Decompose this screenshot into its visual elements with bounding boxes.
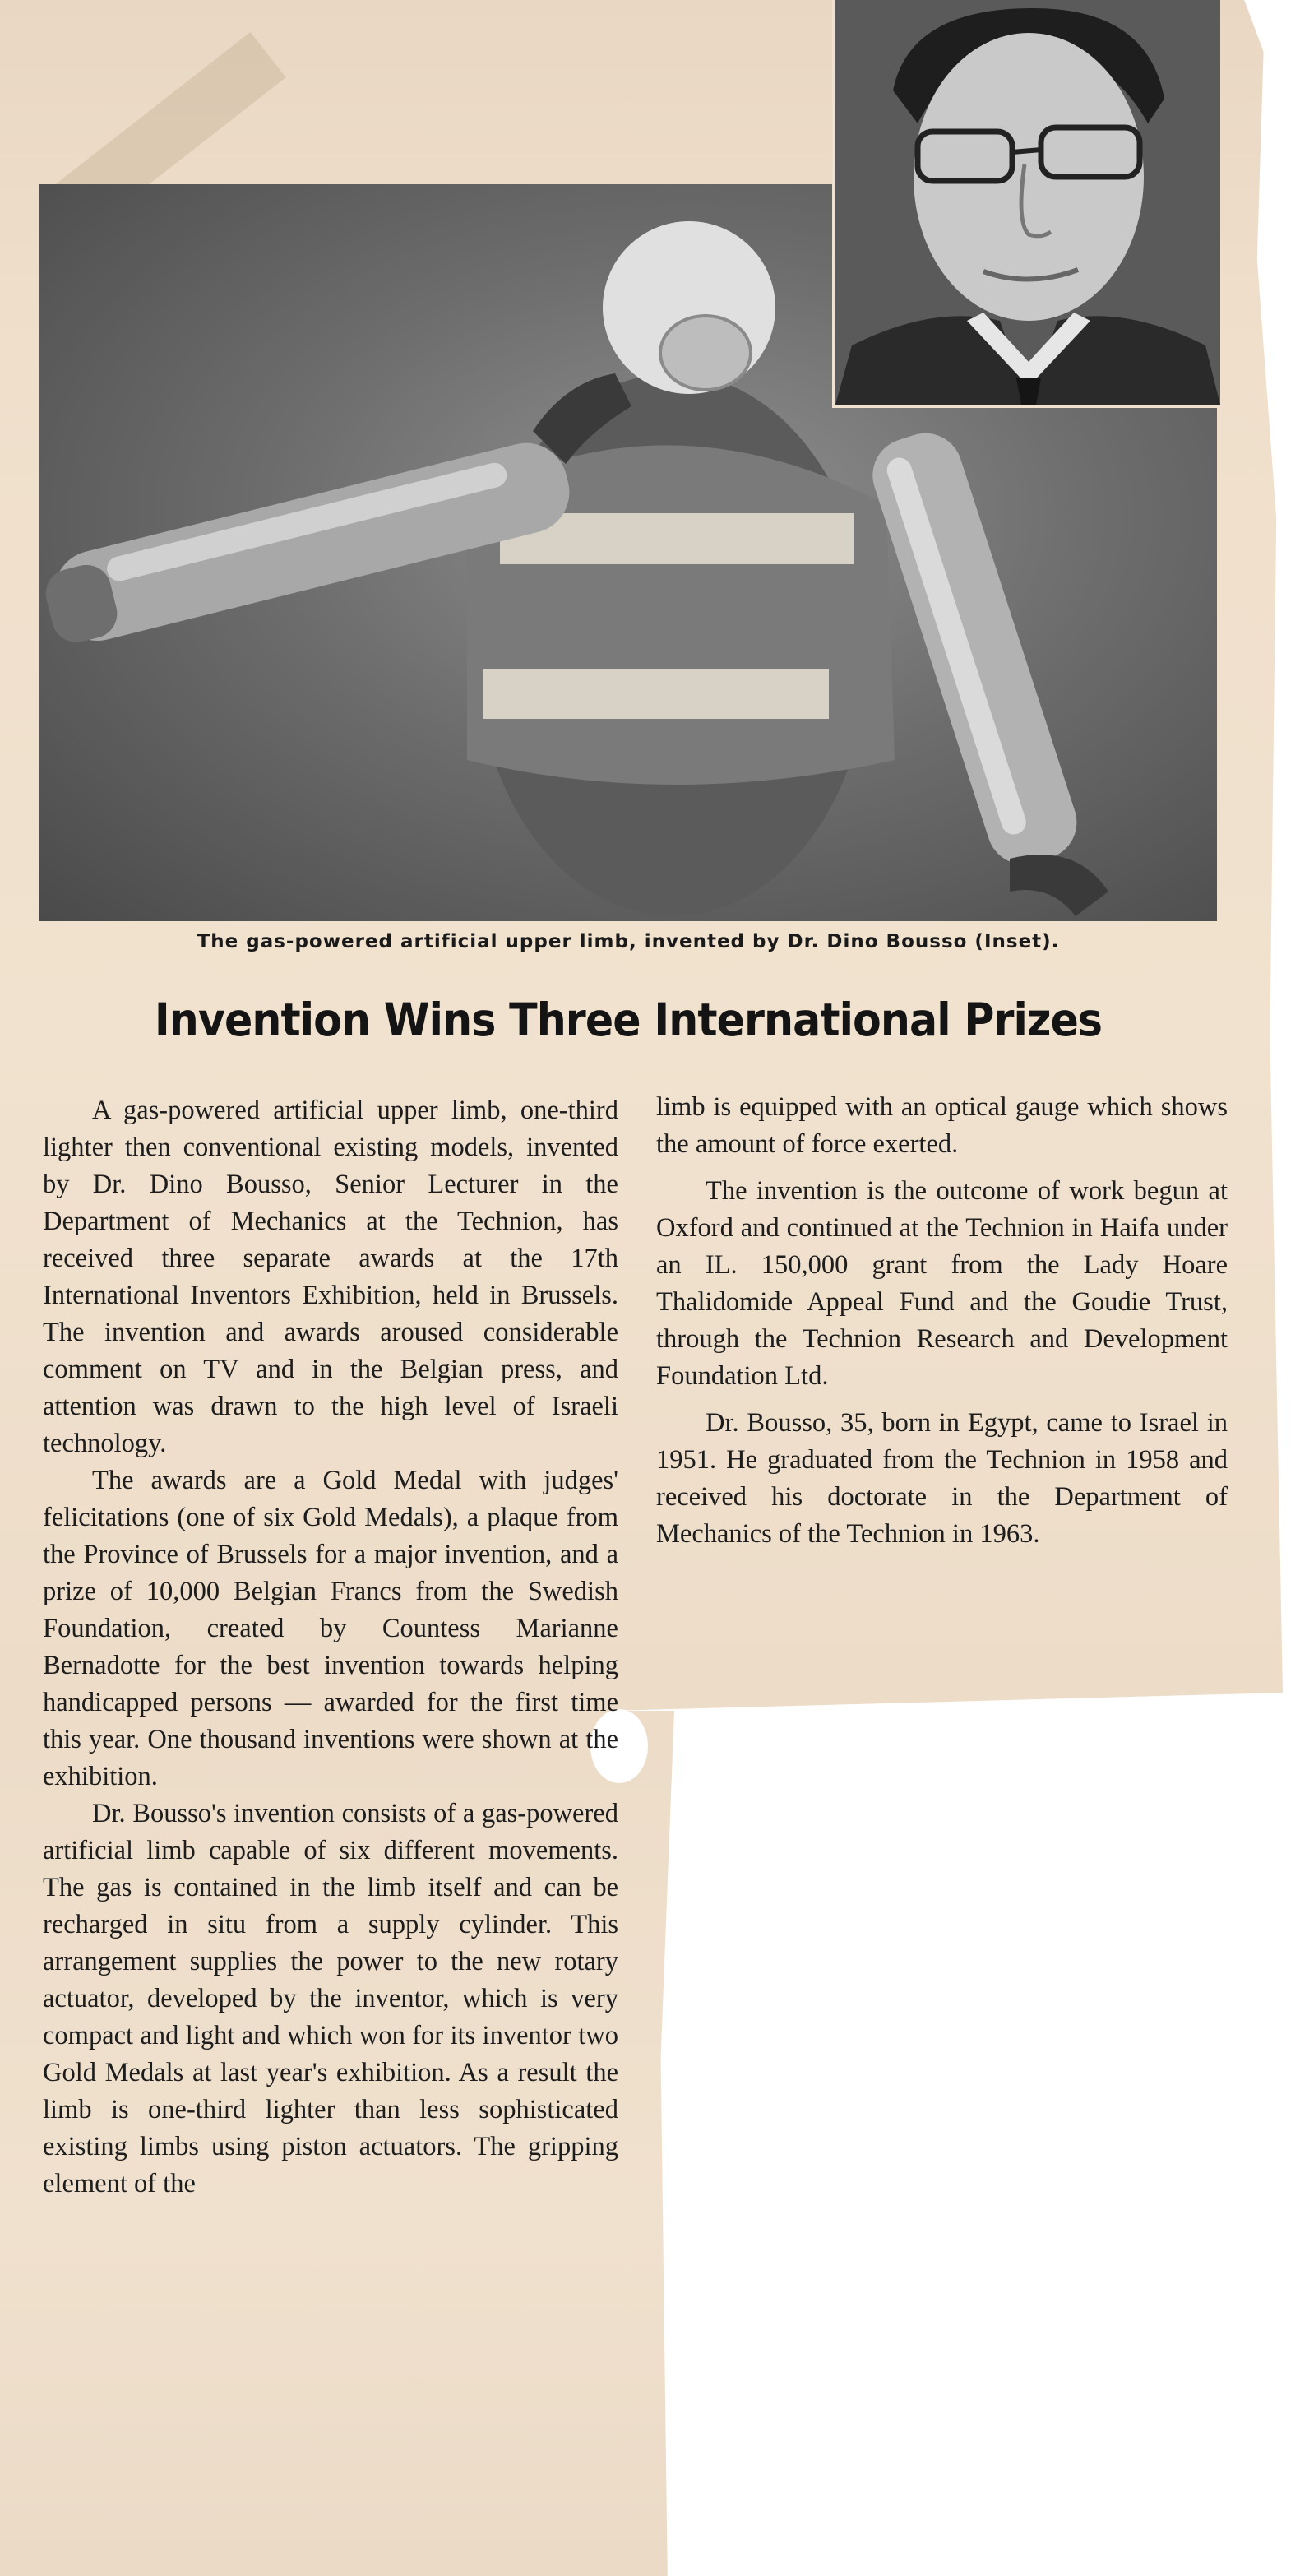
article-right-column [656,1089,1228,1553]
inventor-portrait-illustration [835,0,1220,405]
inventor-portrait-inset [832,0,1220,408]
article-paragraph: Dr. Bousso's invention consists of a gas-powered artificial limb capable of six different movements. The gas is contained in the limb itself and can be recharged in situ from a supply cylinder. This arrangement supplies the power to the new rotary actuator, developed by the inventor, which is very compact and light and which won for its inventor two Gold Medals at last year's exhibition. As a result the limb is one-third lighter than less sophisticated existing limbs using piston actuators. The gripping element of the [43,1799,618,2198]
article-paragraph: limb is equipped with an optical gauge which shows the amount of force exerted. [656,1092,1228,1159]
article-left-column [43,1092,618,2203]
article-paragraph: The awards are a Gold Medal with judges' felicitations (one of six Gold Medals), a plaque from the Province of Brussels for a major invention, and a prize of 10,000 Belgian Francs from the Swedish Foundation, created by Countess Marianne Bernadotte for the best invention towards helping handicapped persons — awarded for the first time this year. One thousand inventions were shown at the exhibition. [43,1466,618,1791]
photo-caption: The gas-powered artificial upper limb, invented by Dr. Dino Bousso (Inset). [197,931,1060,952]
article-headline: Invention Wins Three International Prizes [154,994,1103,1046]
article-paragraph: Dr. Bousso, 35, born in Egypt, came to Israel in 1951. He graduated from the Technion in 1958 and received his doctorate in the Department of Mechanics of the Technion in 1963. [656,1408,1228,1549]
article-paragraph: A gas-powered artificial upper limb, one-third lighter then conventional existing models, invented by Dr. Dino Bousso, Senior Lecturer in the Department of Mechanics at the Technion, has received three separate awards at the 17th International Inventors Exhibition, held in Brussels. The invention and awards aroused considerable comment on TV and in the Belgian press, and attention was drawn to the high level of Israeli technology. [43,1096,618,1458]
article-paragraph: The invention is the outcome of work begun at Oxford and continued at the Technion in Haifa under an IL. 150,000 grant from the Lady Hoare Thalidomide Appeal Fund and the Goudie Trust, through the Technion Research and Development Foundation Ltd. [656,1176,1228,1391]
